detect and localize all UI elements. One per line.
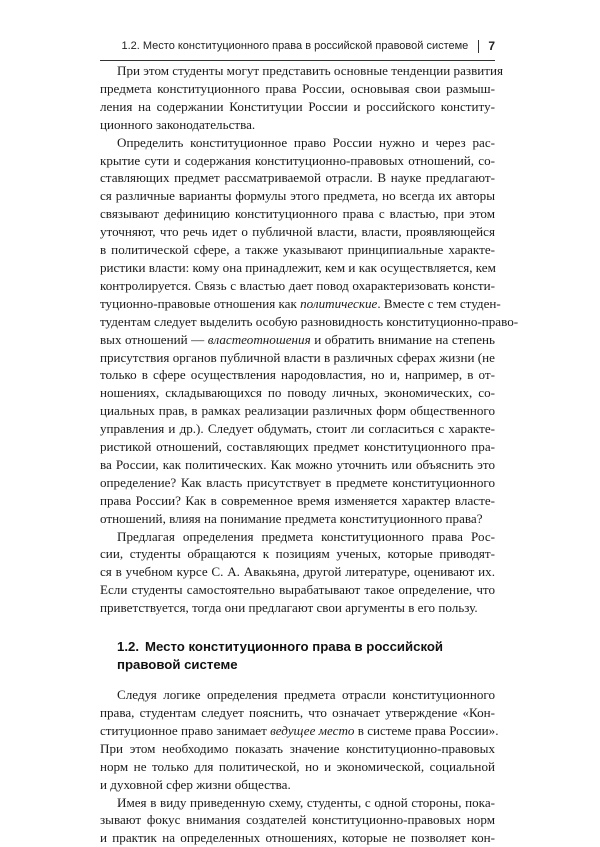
text-line: только в сфере осуществления народовластия, но и, например, в от-: [100, 367, 495, 383]
text-line: При этом студенты могут представить основные тенденции развития: [117, 63, 504, 78]
text-line-mixed: [100, 331, 495, 349]
text-line: Следуя логике определения предмета отрасли конституционного: [117, 687, 495, 703]
text-line: ношениях, складывающихся по поводу личных, экономических, со-: [100, 385, 495, 401]
running-head-title: 1.2. Место конституционного права в российской правовой системе: [121, 40, 469, 52]
section-title-part-2: правовой системе: [117, 657, 238, 673]
text-line: ва России, как политических. Как можно уточнить или объяснить это: [100, 456, 495, 472]
text-run: ституционное право занимает: [100, 722, 271, 738]
text-line: ся в учебном курсе С. А. Авакьяна, другой литературе, оценивают их.: [100, 564, 495, 580]
text-line: приветствуется, тогда они предлагают свои аргументы в его пользу.: [100, 600, 478, 616]
text-line: связывают дефиницию конституционного права с властью, при этом: [100, 206, 495, 222]
section-number: 1.2.: [117, 639, 139, 655]
text-line: тудентам следует выделить особую разновидность конституционно-право-: [100, 313, 519, 329]
paragraph-3: [100, 528, 495, 618]
emphasis-power-relations: властеотношения: [207, 331, 311, 347]
text-line: крытие сути и содержания конституционно-правовых отношений, со-: [100, 152, 495, 168]
text-line: ставляющих предмет рассматриваемой отрасли. В науке предлагают-: [100, 170, 495, 186]
text-line: При этом необходимо показать значение конституционно-правовых: [100, 740, 495, 756]
text-line: ристики власти: кому она принадлежит, кем и как осуществляется, кем: [100, 259, 496, 275]
text-line-mixed: [100, 722, 499, 740]
text-line: права, студентам следует пояснить, что означает утверждение «Кон-: [100, 705, 495, 720]
text-run: и обратить внимание на степень: [310, 331, 495, 347]
text-line-mixed: [100, 295, 501, 313]
text-line: определение? Как власть присутствует в предмете конституционного: [100, 474, 495, 490]
text-line: управления и др.). Следует обдумать, стоит ли согласиться с характе-: [100, 421, 495, 437]
text-line: Предлагая определения предмета конституционного права Рос-: [117, 528, 495, 544]
text-line: права России? Как в современное время изменяется характер власте-: [100, 492, 495, 508]
section-heading-line-1: [117, 638, 495, 656]
text-line: и практик на определенных отношениях, которые не позволяет кон-: [100, 830, 495, 846]
text-line: ционного законодательства.: [100, 116, 256, 132]
text-line: Определить конституционное право России нужно и через рас-: [117, 134, 495, 150]
text-run: туционно-правовые отношения как: [100, 295, 301, 311]
text-line: норм не только для политической, но и экономической, социальной: [100, 758, 495, 774]
paragraph-4: [100, 686, 499, 793]
emphasis-political: политические: [300, 295, 378, 311]
section-heading: [117, 638, 495, 674]
paragraph-1: [100, 62, 504, 134]
text-line: ристикой отношений, составляющих предмет конституционного пра-: [100, 439, 495, 455]
text-line: контролируется. Связь с властью дает повод охарактеризовать консти-: [100, 277, 495, 293]
text-line: сии, студенты обращаются к позициям ученых, которые приводят-: [100, 546, 495, 562]
text-line: в политической сфере, а также указывают принципиальные характе-: [100, 242, 495, 258]
text-line: циальных прав, в рамках реализации различных форм общественного: [100, 403, 495, 419]
text-run: вых отношений —: [100, 331, 208, 347]
emphasis-leading-place: ведущее место: [270, 722, 355, 738]
text-line: и духовной сфер жизни общества.: [100, 776, 291, 792]
text-line: уточняют, что речь идет о публичной власти, власти, проявляющейся: [100, 224, 495, 240]
paragraph-2: [100, 134, 519, 528]
text-run: в системе права России».: [354, 722, 499, 738]
text-line: ления на содержании Конституции России и российского конститу-: [100, 98, 495, 114]
paragraph-5: [100, 794, 495, 847]
text-line: предмета конституционного права России, основывая свои размыш-: [100, 80, 495, 96]
text-line: зывают фокус внимания создателей конституционно-правовых норм: [100, 812, 495, 828]
text-line: Имея в виду приведенную схему, студенты, с одной стороны, пока-: [117, 794, 495, 810]
section-title-part-1: Место конституционного права в российской: [145, 639, 444, 655]
page-number: 7: [488, 39, 495, 53]
running-head: [100, 38, 495, 61]
body-text: [100, 62, 519, 847]
text-line: Если студенты самостоятельно вырабатывают такое определение, что: [100, 582, 495, 598]
text-line: отношений, влияя на понимание предмета конституционного права?: [100, 510, 483, 526]
text-line: ся различные варианты формулы этого предмета, но всегда их авторы: [100, 188, 495, 204]
text-line: присутствия органов публичной власти в различных сферах жизни (не: [100, 349, 495, 365]
text-run: . Вместе с тем студен-: [377, 295, 501, 311]
running-head-separator: [478, 40, 479, 53]
